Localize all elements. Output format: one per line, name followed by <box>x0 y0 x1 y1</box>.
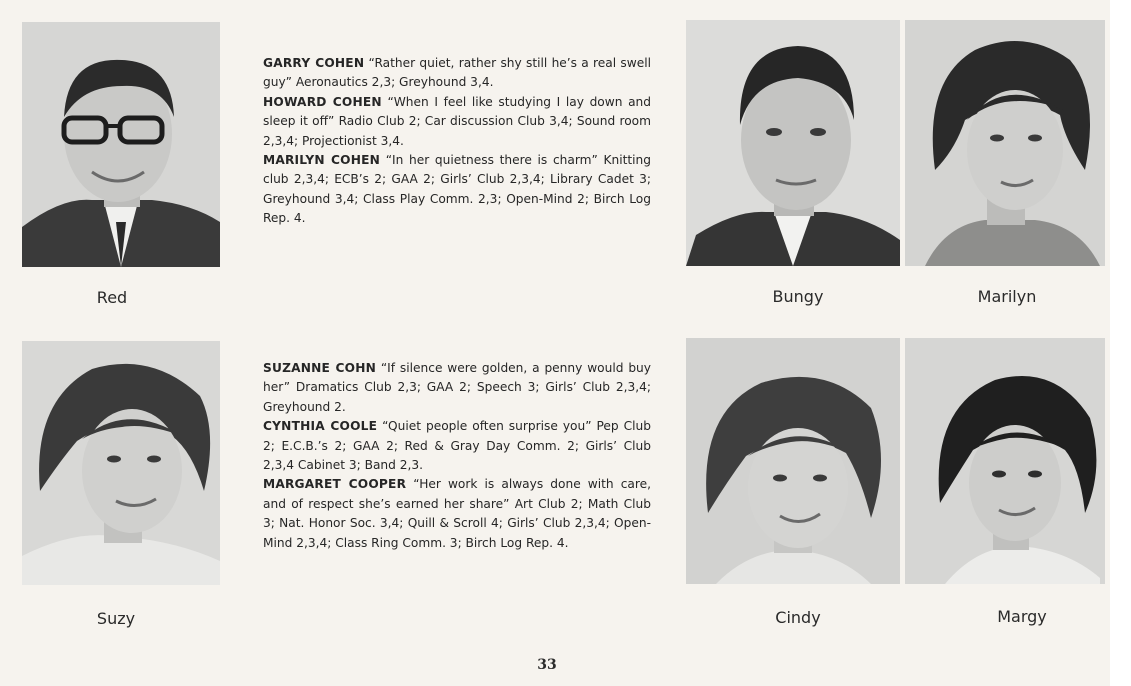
bio-text: “In her quietness there is charm” Knitting club 2,3,4; ECB’s 2; GAA 2; Girls’ Club 2,3,4; Library Cadet 3; Greyhound 3,4; Class Play Comm. 2,3; Open-Mind 2; Birch Log Rep. 4. <box>263 153 652 226</box>
bio-margaret-cooper <box>263 475 651 553</box>
bio-block-top <box>263 54 651 229</box>
bio-block-bottom <box>263 359 651 553</box>
nickname-margy: Margy <box>997 607 1047 626</box>
portrait-photo-suzanne <box>22 341 220 585</box>
student-name: SUZANNE COHN <box>263 361 376 375</box>
bio-cynthia-coole <box>263 417 651 475</box>
student-name: CYNTHIA COOLE <box>263 419 378 434</box>
bio-text: “Rather quiet, rather shy still he’s a real swell guy” Aeronautics 2,3; Greyhound 3,4. <box>263 56 652 90</box>
portrait-photo-marilyn <box>905 20 1105 266</box>
student-name: MARGARET COOPER <box>263 477 407 492</box>
portrait-photo-howard <box>686 20 900 266</box>
bio-text: “Quiet people often surprise you” Pep Club 2; E.C.B.’s 2; GAA 2; Red & Gray Day Comm. 2; Girls’ Club 2,3,4 Cabinet 3; Band 2,3. <box>263 419 651 473</box>
student-name: MARILYN COHEN <box>263 153 381 168</box>
portrait-photo-margaret <box>905 338 1105 584</box>
bio-text: “If silence were golden, a penny would buy her” Dramatics Club 2,3; GAA 2; Speech 3; Girls’ Club 2,3,4; Greyhound 2. <box>263 361 651 414</box>
bio-suzanne-cohn <box>263 359 651 417</box>
student-name: HOWARD COHEN <box>263 94 382 109</box>
page-number: 33 <box>537 657 557 673</box>
bio-text: “Her work is always done with care, and of respect she’s earned her share” Art Club 2; Math Club 3; Nat. Honor Soc. 3,4; Quill & Scroll 4; Girls’ Club 2,3,4; Open-Mind 2,3,4; Class Ring Comm. 3; Birch Log Rep. 4. <box>263 477 652 550</box>
bio-garry-cohen <box>263 54 651 93</box>
nickname-marilyn: Marilyn <box>977 287 1037 306</box>
nickname-bungy: Bungy <box>772 287 824 306</box>
nickname-red: Red <box>96 288 128 307</box>
portrait-photo-cynthia <box>686 338 900 584</box>
nickname-suzy: Suzy <box>96 609 136 628</box>
bio-marilyn-cohen <box>263 151 651 229</box>
bio-text: “When I feel like studying I lay down and sleep it off” Radio Club 2; Car discussion Club 3,4; Sound room 2,3,4; Projectionist 3,4. <box>263 94 651 148</box>
bio-howard-cohen <box>263 93 651 151</box>
nickname-cindy: Cindy <box>775 608 821 627</box>
student-name: GARRY COHEN <box>263 56 365 70</box>
portrait-photo-garry <box>22 22 220 267</box>
